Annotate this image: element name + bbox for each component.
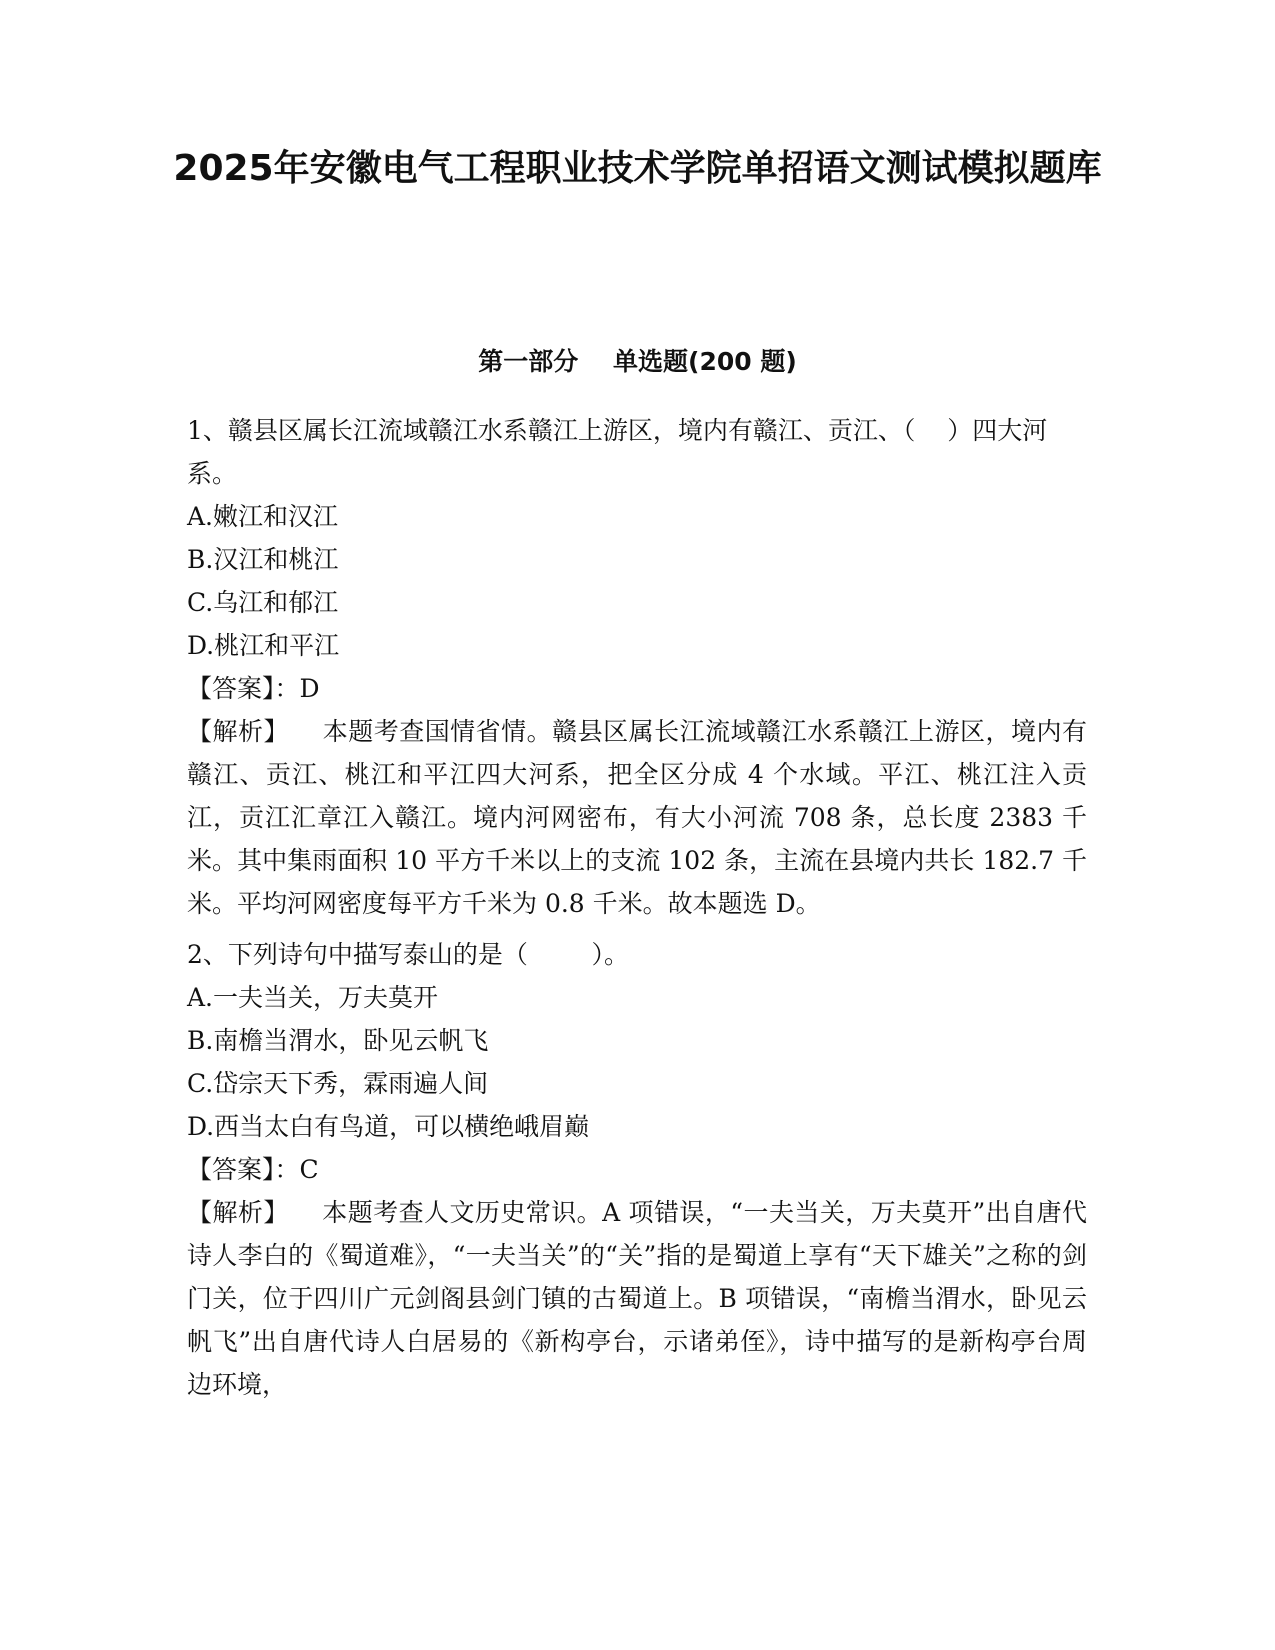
document-title: 2025年安徽电气工程职业技术学院单招语文测试模拟题库 xyxy=(173,148,1102,189)
question-1 xyxy=(187,409,1087,925)
option-c: C.乌江和郁江 xyxy=(187,588,339,617)
analysis: 【解析】 本题考查人文历史常识。A 项错误，“一夫当关，万夫莫开”出自唐代诗人李白的《蜀道难》，“一夫当关”的“关”指的是蜀道上享有“天下雄关”之称的剑门关，位于四川广元剑阁县剑门镇的古蜀道上。B 项错误，“南檐当渭水，卧见云帆飞”出自唐代诗人白居易的《新构亭台，示诸弟侄》，诗中描写的是新构亭台周边环境， xyxy=(187,1198,1087,1399)
analysis: 【解析】 本题考查国情省情。赣县区属长江流域赣江水系赣江上游区，境内有赣江、贡江、桃江和平江四大河系，把全区分成 4 个水域。平江、桃江注入贡江，贡江汇章江入赣江。境内河网密布，有大小河流 708 条，总长度 2383 千米。其中集雨面积 10 平方千米以上的支流 102 条，主流在县境内共长 182.7 千米。平均河网密度每平方千米为 0.8 千米。故本题选 D。 xyxy=(187,717,1087,918)
section-title: 第一部分 单选题(200 题) xyxy=(478,347,797,376)
option-b: B.汉江和桃江 xyxy=(187,545,339,574)
option-d: D.西当太白有鸟道，可以横绝峨眉巅 xyxy=(187,1112,590,1141)
question-stem: 1、赣县区属长江流域赣江水系赣江上游区，境内有赣江、贡江、（ ）四大河系。 xyxy=(187,416,1048,488)
option-c: C.岱宗天下秀，霖雨遍人间 xyxy=(187,1069,489,1098)
question-stem: 2、下列诗句中描写泰山的是（ ）。 xyxy=(187,940,629,969)
question-list xyxy=(187,409,1087,1414)
question-2 xyxy=(187,933,1087,1406)
answer: 【答案】：C xyxy=(187,1155,319,1184)
option-d: D.桃江和平江 xyxy=(187,631,340,660)
option-a: A.一夫当关，万夫莫开 xyxy=(187,983,439,1012)
option-b: B.南檐当渭水，卧见云帆飞 xyxy=(187,1026,489,1055)
option-a: A.嫩江和汉江 xyxy=(187,502,339,531)
answer: 【答案】：D xyxy=(187,674,320,703)
